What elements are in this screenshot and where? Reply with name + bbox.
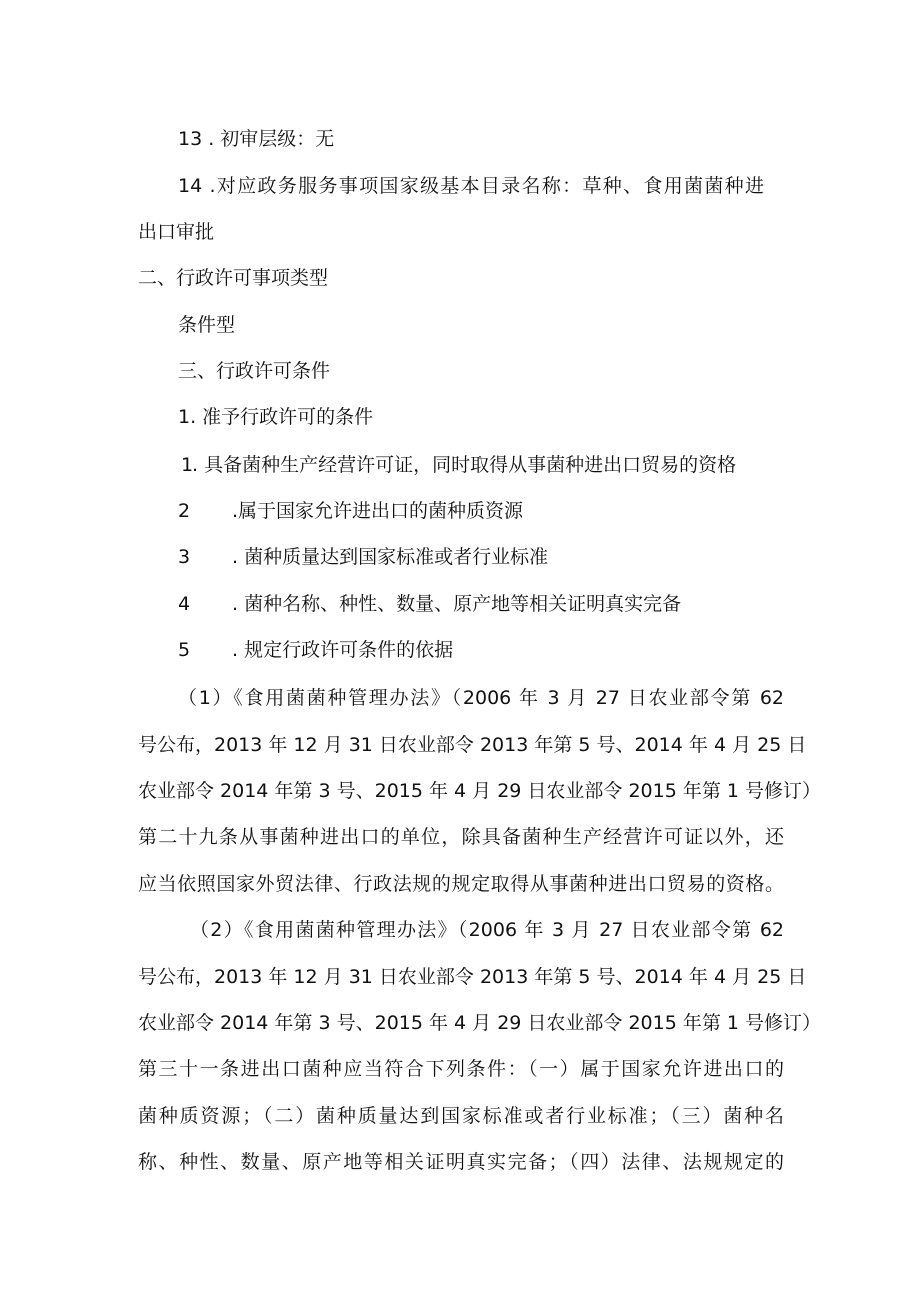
condition-number: 4 <box>178 593 191 615</box>
section-3-heading: 三、行政许可条件 <box>178 360 331 382</box>
condition-text: . 菌种名称、种性、数量、原产地等相关证明真实完备 <box>232 593 682 615</box>
condition-number: 5 <box>178 639 191 661</box>
basis-2-line: 第三十一条进出口菌种应当符合下列条件：（一）属于国家允许进出口的 <box>138 1058 784 1080</box>
item-13: 13 . 初审层级：无 <box>178 128 335 150</box>
basis-2-line: 号公布，2013 年 12 月 31 日农业部令 2013 年第 5 号、2014 年 4 月 25 日 <box>138 966 807 988</box>
basis-2-line: 称、种性、数量、原产地等相关证明真实完备；（四）法律、法规规定的 <box>138 1151 784 1173</box>
basis-1-line: 应当依照国家外贸法律、行政法规的规定取得从事菌种进出口贸易的资格。 <box>138 873 784 895</box>
basis-1-line: （1）《食用菌菌种管理办法》（2006 年 3 月 27 日农业部令第 62 <box>178 687 784 709</box>
condition-text: . 菌种质量达到国家标准或者行业标准 <box>232 546 549 568</box>
basis-1-line: 农业部令 2014 年第 3 号、2015 年 4 月 29 日农业部令 2015 年第 1 号修订） <box>138 780 822 802</box>
basis-1-line: 号公布，2013 年 12 月 31 日农业部令 2013 年第 5 号、2014 年 4 月 25 日 <box>138 734 807 756</box>
section-3-subheading: 1. 准予行政许可的条件 <box>178 406 374 428</box>
item-14-line-2: 出口审批 <box>138 221 215 243</box>
condition-number: 3 <box>178 546 191 568</box>
item-14-line-1: 14 .对应政务服务事项国家级基本目录名称：草种、食用菌菌种进 <box>178 175 764 197</box>
basis-2-line: 菌种质资源；（二）菌种质量达到国家标准或者行业标准；（三）菌种名 <box>138 1105 784 1127</box>
condition-number: 1 <box>181 454 194 476</box>
condition-text: .属于国家允许进出口的菌种质资源 <box>232 500 524 522</box>
basis-2-line: 农业部令 2014 年第 3 号、2015 年 4 月 29 日农业部令 2015 年第 1 号修订） <box>138 1012 822 1034</box>
condition-text: . 规定行政许可条件的依据 <box>232 639 454 661</box>
condition-text: . 具备菌种生产经营许可证，同时取得从事菌种进出口贸易的资格 <box>192 454 737 476</box>
condition-number: 2 <box>178 500 191 522</box>
basis-1-line: 第二十九条从事菌种进出口的单位，除具备菌种生产经营许可证以外，还 <box>138 826 784 848</box>
section-2-heading: 二、行政许可事项类型 <box>138 267 329 289</box>
basis-2-line: （2）《食用菌菌种管理办法》（2006 年 3 月 27 日农业部令第 62 <box>190 919 784 941</box>
section-2-value: 条件型 <box>178 314 236 336</box>
